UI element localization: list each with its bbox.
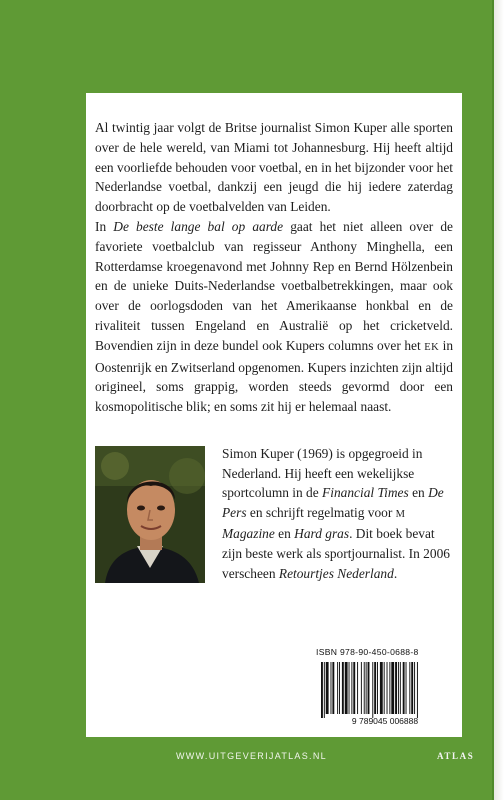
bio-magazine: Magazine [222,526,275,542]
isbn-label: ISBN 978-90-450-0688-8 [316,647,419,657]
blurb-p2-suffix: in Oostenrijk en Zwitserland opgenomen. Kupers inzichten zijn altijd origineel, soms grappig, worden steeds gevormd door een kosmopolitische blik; en soms zit hij er helemaal naast. [95,337,454,415]
blurb-p2-prefix: In [95,218,114,234]
bio-t4: en [274,526,295,542]
bio-t5: . Dit boek bevat zijn beste werk als sportjournalist. In 2006 verscheen [222,526,450,581]
bio-t6: . [393,565,398,581]
author-bio-text [222,444,454,583]
bio-t1: Simon Kuper (1969) is opgegroeid in Nederland. Hij heeft een wekelijkse sportcolumn in de [222,446,423,501]
bio-retourtjes: Retourtjes Nederland [278,565,394,581]
bio-t3: en schrijft regelmatig voor [246,504,396,520]
publisher-website: WWW.UITGEVERIJATLAS.NL [176,751,327,761]
book-title: De beste lange bal op aarde [113,218,284,234]
bio-hard-gras: Hard gras [294,526,350,542]
author-portrait-image [95,446,205,583]
publisher-logo: ATLAS [437,751,475,761]
barcode-digits: 9 789045 006888 [351,716,419,726]
author-photo [95,446,205,583]
bio-t2: en [408,485,429,501]
blurb-p2-mid: gaat het niet alleen over de favoriete voetbalclub van regisseur Anthony Minghella, een Rotterdamse kroegenavond met Johnny Rep en Bernd Hölzenbein en de unieke Duits-Nederlandse voetbalbetrekkingen, maar ook over de oorlogsdoden van het Amerikaanse honkbal en de rivaliteit tussen Engeland en Australië op het cricketveld. Bovendien zijn in deze bundel ook Kupers columns over het [95,218,453,353]
blurb-paragraph-2 [95,217,453,417]
author-bio [222,444,454,583]
blurb-ek: EK [424,341,440,353]
bio-financial-times: Financial Times [322,485,409,501]
blurb-paragraph-1: Al twintig jaar volgt de Britse journalist Simon Kuper alle sporten over de hele wereld, van Miami tot Johannesburg. Hij heeft altijd een voorliefde behouden voor voetbal, en in het bijzonder voor het Nederlandse voetbal, dankzij een jeugd die hij iedere zaterdag doorbracht op de voetbalvelden van Leiden. [95,120,453,215]
page-edge [494,0,504,800]
bio-de-pers: De Pers [222,485,444,520]
barcode [315,660,455,726]
blurb-text [95,118,453,417]
bio-m: M [395,508,406,520]
